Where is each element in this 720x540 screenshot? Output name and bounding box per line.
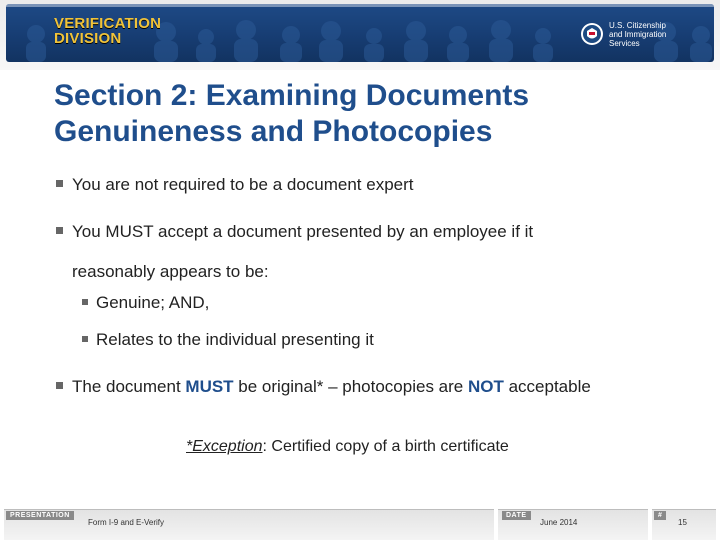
bullet-text-line-2: reasonably appears to be: <box>72 262 269 281</box>
bullet-item <box>56 377 591 397</box>
brand-logo <box>54 16 161 46</box>
emphasis-not: NOT <box>467 377 504 396</box>
banner <box>6 4 714 62</box>
agency-name <box>609 21 666 48</box>
emphasis-must: MUST <box>185 377 234 396</box>
bullet-marker-icon <box>56 180 63 187</box>
exception-text: : Certified copy of a birth certificate <box>262 438 509 455</box>
bullet-marker-icon <box>82 336 88 342</box>
bullet-text-line-1: You MUST accept a document presented by an employee if it <box>72 222 534 241</box>
header <box>0 0 720 70</box>
exception-note <box>186 438 509 456</box>
footer-page-number: 15 <box>678 518 687 527</box>
bullet-marker-icon <box>56 382 63 389</box>
footer-presentation-value: Form I-9 and E-Verify <box>88 518 165 527</box>
sub-bullet-text: Genuine; AND, <box>96 293 210 312</box>
bullet-item <box>56 222 533 242</box>
footer <box>0 505 720 540</box>
exception-label: *Exception <box>186 438 263 455</box>
bullet-item <box>56 175 414 195</box>
bullet-text-part: The document <box>72 377 186 396</box>
agency-line-1: U.S. Citizenship <box>609 21 666 30</box>
slide-title-line-1: Section 2: Examining Documents <box>54 79 530 112</box>
slide-title <box>54 78 529 150</box>
bullet-text: You are not required to be a document expert <box>72 175 414 194</box>
bullet-text-part: be original* – photocopies are <box>233 377 468 396</box>
sub-bullet-item <box>82 293 209 313</box>
footer-presentation-label: PRESENTATION <box>6 511 74 520</box>
footer-page-label: # <box>654 511 666 520</box>
footer-presentation-panel <box>4 509 494 540</box>
brand-line-1: VERIFICATION <box>54 15 162 32</box>
bullet-marker-icon <box>82 299 88 305</box>
sub-bullet-text: Relates to the individual presenting it <box>96 330 374 349</box>
sub-bullet-item <box>82 330 374 350</box>
bullet-marker-icon <box>56 227 63 234</box>
brand-line-2: DIVISION <box>54 30 122 47</box>
footer-date-value: June 2014 <box>540 518 578 527</box>
slide-title-line-2: Genuineness and Photocopies <box>54 115 493 148</box>
agency-line-2: and Immigration <box>609 30 667 39</box>
dhs-seal-icon <box>580 22 604 46</box>
agency-line-3: Services <box>609 39 640 48</box>
bullet-text-part: acceptable <box>503 377 591 396</box>
footer-date-label: DATE <box>502 511 531 520</box>
bullet-continuation <box>72 262 269 282</box>
